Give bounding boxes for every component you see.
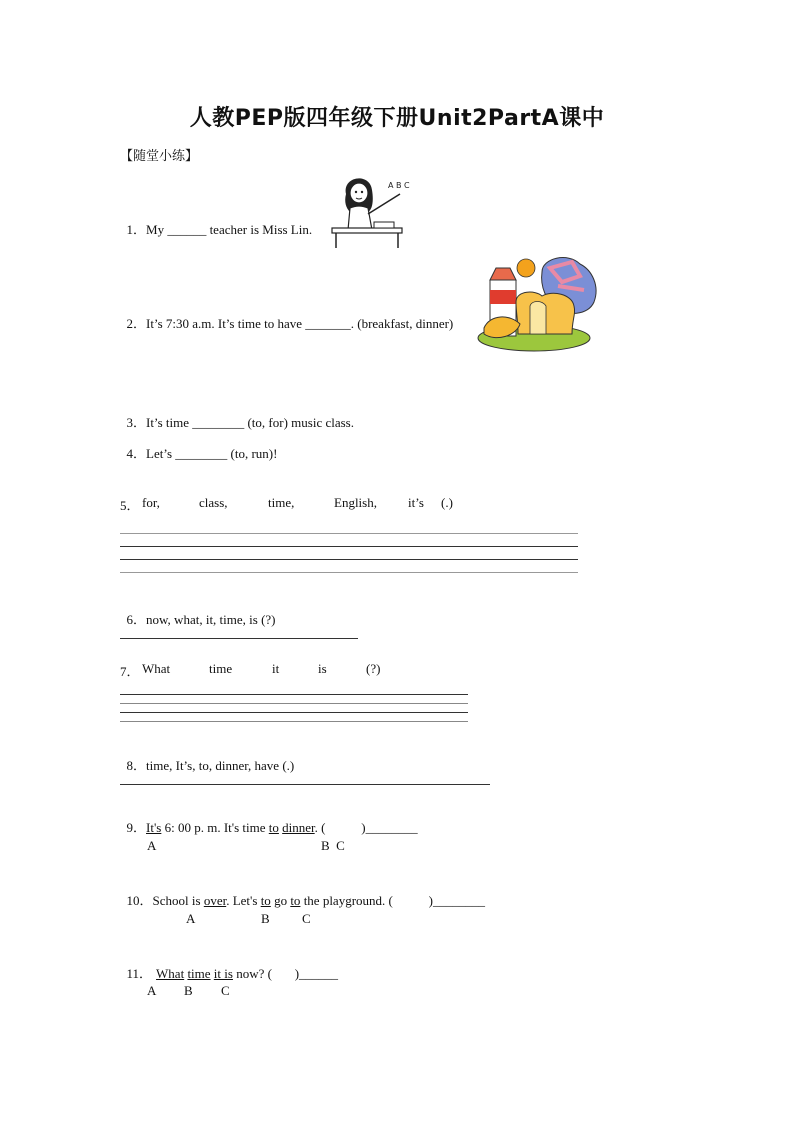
answer-line bbox=[120, 559, 578, 560]
answer-line bbox=[120, 712, 468, 713]
answer-line bbox=[120, 721, 468, 722]
question-text: 6: 00 p. m. It's time bbox=[161, 820, 269, 835]
scrambled-word: class, bbox=[199, 495, 228, 510]
question-text: go bbox=[270, 893, 291, 908]
underlined-part-c: dinner bbox=[282, 820, 315, 835]
scrambled-word: it bbox=[272, 661, 280, 676]
underlined-part-b: to bbox=[260, 893, 271, 908]
question-2 bbox=[120, 297, 453, 332]
question-number: 11． bbox=[126, 966, 153, 981]
section-heading: 【随堂小练】 bbox=[120, 149, 199, 164]
question-3 bbox=[120, 396, 354, 431]
question-text: It’s 7:30 a.m. It’s time to have _______. (breakfast, dinner) bbox=[146, 316, 454, 331]
answer-line bbox=[120, 694, 468, 695]
scrambled-word: is bbox=[318, 661, 327, 676]
option-label: A bbox=[147, 838, 157, 853]
question-text: now? ( )______ bbox=[232, 966, 339, 981]
question-number: 2． bbox=[126, 316, 147, 331]
question-number: 3． bbox=[126, 415, 147, 430]
question-text: School is bbox=[152, 893, 204, 908]
scrambled-word: time, bbox=[268, 495, 295, 510]
option-label: A bbox=[147, 983, 157, 998]
option-label: B C bbox=[321, 838, 345, 853]
answer-line bbox=[120, 533, 578, 534]
option-label: C bbox=[302, 911, 311, 926]
question-text: . Let's bbox=[226, 893, 261, 908]
page-title: 人教PEP版四年级下册Unit2PartA课中 bbox=[189, 106, 605, 131]
underlined-part-b: to bbox=[268, 820, 279, 835]
question-text: . ( )________ bbox=[314, 820, 418, 835]
question-number: 8． bbox=[126, 758, 147, 773]
scrambled-word: (.) bbox=[441, 495, 453, 510]
answer-line bbox=[120, 572, 578, 573]
answer-line bbox=[120, 546, 578, 547]
answer-line bbox=[120, 638, 358, 639]
board-letters: A B C bbox=[388, 181, 410, 190]
breakfast-illustration bbox=[476, 250, 604, 354]
question-number: 5． bbox=[120, 498, 140, 513]
teacher-illustration bbox=[328, 172, 416, 250]
underlined-part-c: it is bbox=[213, 966, 233, 981]
question-text: the playground. ( )________ bbox=[300, 893, 485, 908]
question-number: 1． bbox=[126, 222, 147, 237]
question-text: My ______ teacher is Miss Lin. bbox=[146, 222, 313, 237]
underlined-part-a: What bbox=[156, 966, 185, 981]
scrambled-word: English, bbox=[334, 495, 377, 510]
question-10 bbox=[120, 874, 485, 909]
scrambled-word: What bbox=[142, 661, 171, 676]
question-11 bbox=[120, 947, 338, 982]
answer-line bbox=[120, 784, 490, 785]
question-text: now, what, it, time, is (?) bbox=[146, 612, 276, 627]
scrambled-word: it’s bbox=[408, 495, 424, 510]
question-4 bbox=[120, 427, 277, 462]
scrambled-word: (?) bbox=[366, 661, 381, 676]
question-6 bbox=[120, 593, 276, 628]
question-number: 10． bbox=[126, 893, 153, 908]
underlined-part-a: It's bbox=[146, 820, 162, 835]
option-label: B bbox=[261, 911, 270, 926]
question-9 bbox=[120, 801, 418, 836]
question-number: 9． bbox=[126, 820, 147, 835]
answer-line bbox=[120, 703, 468, 704]
question-text: It’s time ________ (to, for) music class. bbox=[146, 415, 354, 430]
scrambled-word: for, bbox=[142, 495, 160, 510]
question-text: time, It’s, to, dinner, have (.) bbox=[146, 758, 295, 773]
underlined-part-b: time bbox=[187, 966, 211, 981]
option-label: C bbox=[221, 983, 230, 998]
underlined-part-a: over bbox=[203, 893, 227, 908]
question-8 bbox=[120, 739, 294, 774]
question-number: 7． bbox=[120, 664, 140, 679]
option-label: B bbox=[184, 983, 193, 998]
scrambled-word: time bbox=[209, 661, 233, 676]
question-1 bbox=[120, 203, 312, 238]
question-number: 6． bbox=[126, 612, 147, 627]
question-number: 4． bbox=[126, 446, 147, 461]
question-text: Let’s ________ (to, run)! bbox=[146, 446, 278, 461]
underlined-part-c: to bbox=[290, 893, 301, 908]
option-label: A bbox=[186, 911, 196, 926]
